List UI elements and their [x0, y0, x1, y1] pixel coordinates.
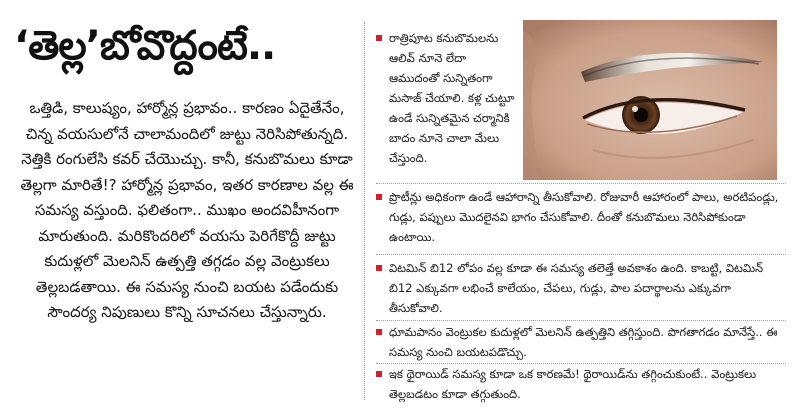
tip-divider: [376, 320, 786, 321]
intro-column: [14, 96, 360, 326]
tip-divider: [376, 183, 786, 184]
intro-paragraph: ఒత్తిడి, కాలుష్యం, హార్మోన్ల ప్రభావం.. కారణం ఏదైతేనేం, చిన్న వయసులోనే చాలామందిలో జుట్టు నెరిసిపోతున్నది. నెత్తికి రంగులేసి కవర్‌ చేయొచ్చు. కానీ, కనుబొమలు కూడా తెల్లగా మారితే!? హార్మోన్ల ప్రభావం, ఇతర కారణాల వల్ల ఈ సమస్య వస్తుంది. ఫలితంగా.. ముఖం అందవిహీనంగా మారుతుంది. మరికొందరిలో వయసు పెరిగేకొద్దీ జుట్టు కుదుళ్లలో మెలనిన్‌ ఉత్పత్తి తగ్గడం వల్ల వెంట్రుకలు తెల్లబడతాయి. ఈ సమస్య నుంచి బయట పడేందుకు సౌందర్య నిపుణులు కొన్ని సూచనలు చేస్తున్నారు.: [20, 99, 354, 321]
tip-item-4: [376, 322, 786, 362]
bullet-icon: [376, 194, 382, 200]
tip-item-1: [376, 28, 516, 168]
bullet-icon: [376, 371, 382, 377]
tip-item-5: [376, 364, 786, 404]
article-headline: ‘తెల్ల’బోవొద్దంటే..: [14, 23, 276, 69]
eye-photo: [523, 20, 777, 180]
bullet-icon: [376, 35, 382, 41]
tip-divider: [376, 254, 786, 255]
tip-item-3: [376, 258, 786, 318]
tip-text: ఇక థైరాయిడ్‌ సమస్య కూడా ఒక కారణమే! థైరాయిడ్‌ను తగ్గించుకుంటే.. వెంట్రుకలు తెల్లబడటం కూడా తగ్గుతుంది.: [389, 367, 757, 401]
bullet-icon: [376, 329, 382, 335]
bullet-icon: [376, 265, 382, 271]
eye-illustration: [523, 20, 777, 180]
tip-item-2: [376, 187, 786, 247]
tip-text: విటమిన్‌ బి12 లోపం వల్ల కూడా ఈ సమస్య తలెత్తే అవకాశం ఉంది. కాబట్టి, విటమిన్‌ బి12 ఎక్కువగా లభించే కాలేయం, చేపలు, గుడ్లు, పాల పదార్థాలను ఎక్కువగా తీసుకోవాలి.: [389, 261, 764, 315]
tip-text: ధూమపానం వెంట్రుకల కుదుళ్లలో మెలనిన్‌ ఉత్పత్తిని తగ్గిస్తుంది. పొగతాగడం మానేస్తే.. ఈ సమస్య నుంచి బయటపడొచ్చు.: [389, 325, 778, 359]
tip-text: ప్రొటీన్లు అధికంగా ఉండే ఆహారాన్ని తీసుకోవాలి. రోజువారీ ఆహారంలో పాలు, అరటిపండ్లు, గుడ్లు, పప్పులు మొదలైనవి భాగం చేసుకోవాలి. దీంతో కనుబొమలు నెరిసిపోకుండా ఉంటాయి.: [389, 190, 779, 244]
column-divider: [364, 22, 365, 400]
tip-text: రాత్రిపూట కనుబొమలను ఆలివ్‌ నూనె లేదా ఆముదంతో సున్నితంగా మసాజ్‌ చేయాలి. కళ్ల చుట్టూ ఉండే సున్నితమైన చర్మానికి బాదం నూనె చాలా మేలు చేస్తుంది.: [389, 31, 515, 165]
